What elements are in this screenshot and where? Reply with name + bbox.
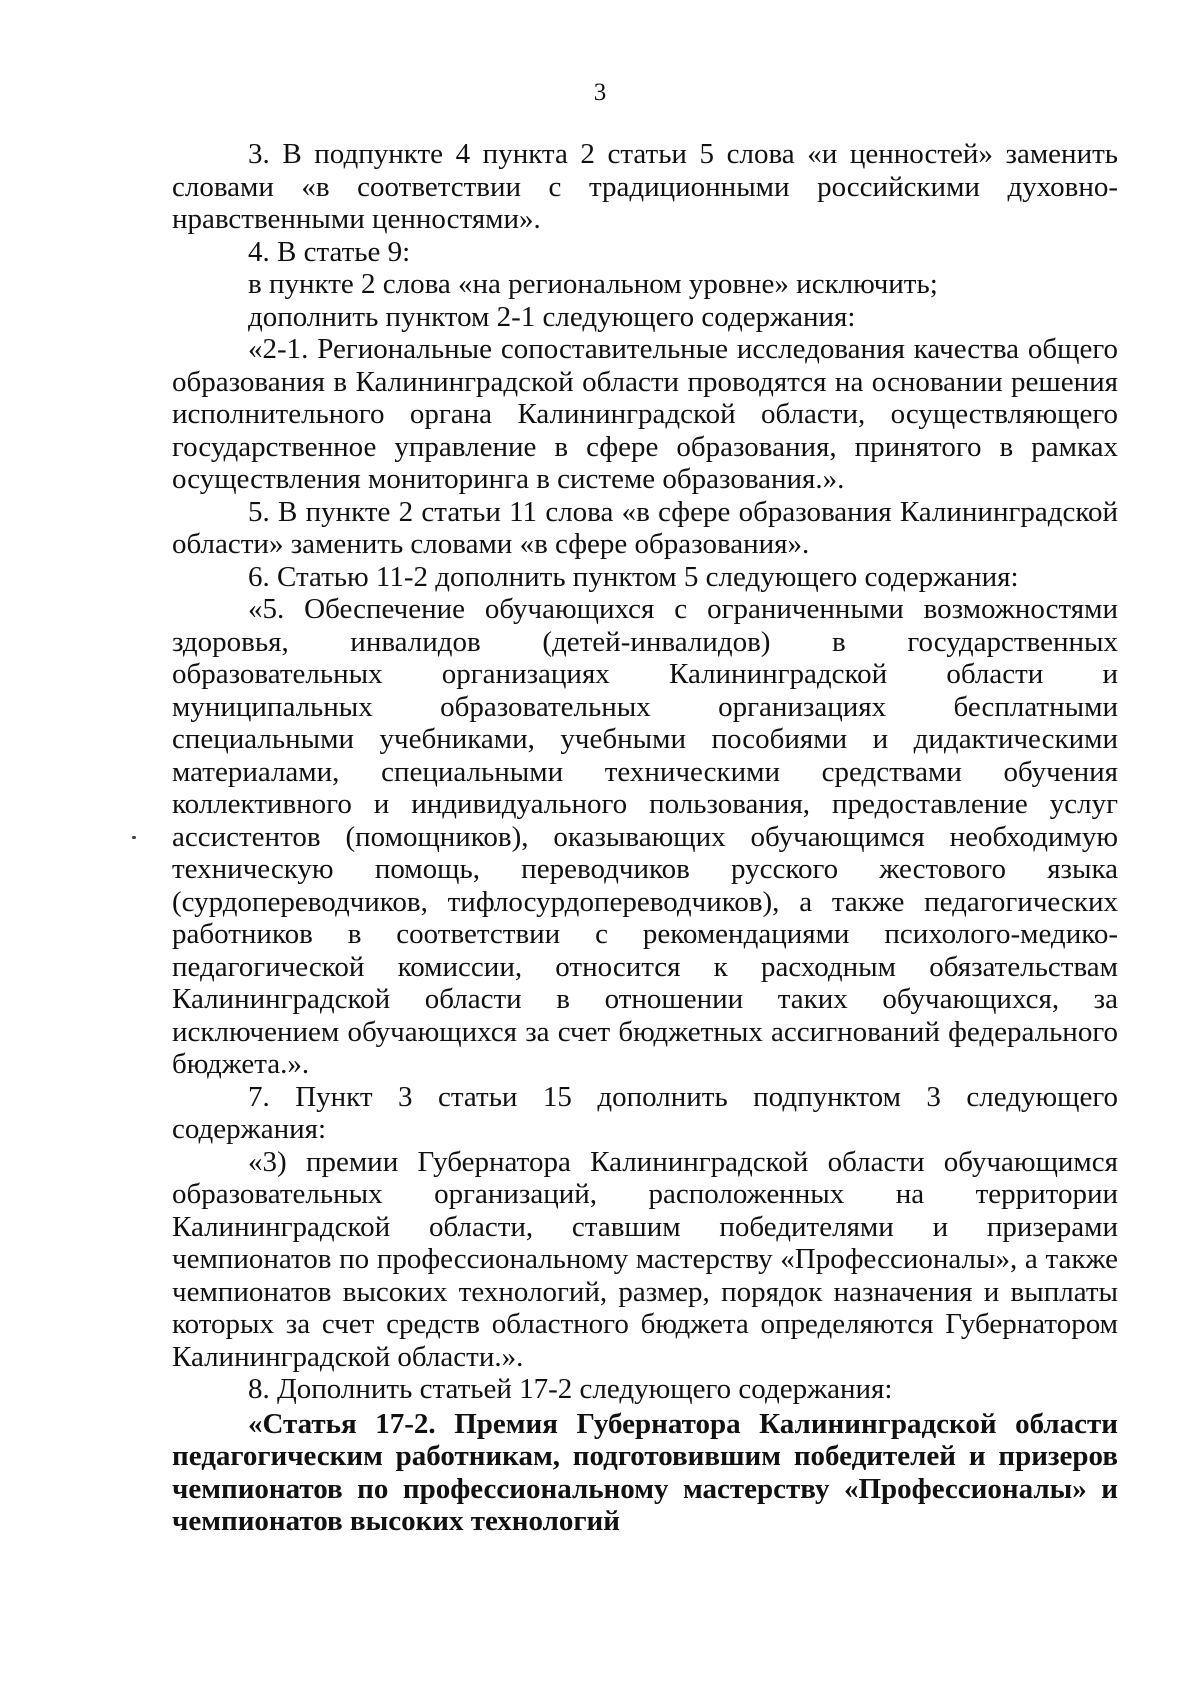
paragraph-item-3: 3. В подпункте 4 пункта 2 статьи 5 слова «и ценностей» заменить словами «в соответствии с традиционными российскими духовно-нравственными ценностями».	[172, 138, 1118, 235]
paragraph-item-4-sub-2: дополнить пунктом 2-1 следующего содержания:	[248, 300, 856, 333]
paragraph-item-4: 4. В статье 9:	[248, 235, 411, 268]
scan-speck	[132, 836, 136, 839]
paragraph-item-6: 6. Статью 11-2 дополнить пунктом 5 следующего содержания:	[248, 560, 1019, 593]
paragraph-quote-5: «5. Обеспечение обучающихся с ограниченными возможностями здоровья, инвалидов (детей-инвалидов) в государственных образовательных организациях Калининградской области и муниципальных образовательных организациях бесплатными специальными учебниками, учебными пособиями и дидактическими материалами, специальными техническими средствами обучения коллективного и индивидуального пользования, предоставление услуг ассистентов (помощников), оказывающих обучающимся необходимую техническую помощь, переводчиков русского жестового языка (сурдопереводчиков, тифлосурдопереводчиков), а также педагогических работников в соответствии с рекомендациями психолого-медико-педагогической комиссии, относится к расходным обязательствам Калининградской области в отношении таких обучающихся, за исключением обучающихся за счет бюджетных ассигнований федерального бюджета.».	[172, 593, 1118, 1080]
paragraph-item-8: 8. Дополнить статьей 17-2 следующего содержания:	[248, 1373, 893, 1405]
paragraph-item-4-sub-1: в пункте 2 слова «на региональном уровне» исключить;	[248, 268, 938, 300]
document-body	[172, 138, 1118, 1538]
paragraph-item-7: 7. Пункт 3 статьи 15 дополнить подпунктом 3 следующего содержания:	[172, 1080, 1118, 1145]
page-number: 3	[593, 79, 607, 106]
paragraph-item-5: 5. В пункте 2 статьи 11 слова «в сфере образования Калининградской области» заменить словами «в сфере образования».	[172, 495, 1118, 560]
paragraph-quote-2-1: «2-1. Региональные сопоставительные исследования качества общего образования в Калининградской области проводятся на основании решения исполнительного органа Калининградской области, осуществляющего государственное управление в сфере образования, принятого в рамках осуществления мониторинга в системе образования.».	[172, 333, 1118, 495]
paragraph-quote-3: «3) премии Губернатора Калининградской области обучающимся образовательных организаций, расположенных на территории Калининградской области, ставшим победителями и призерами чемпионатов по профессиональному мастерству «Профессионалы», а также чемпионатов высоких технологий, размер, порядок назначения и выплаты которых за счет средств областного бюджета определяются Губернатором Калининградской области.».	[172, 1145, 1118, 1373]
article-heading: «Статья 17-2. Премия Губернатора Калининградской области педагогическим работникам, подготовившим победителей и призеров чемпионатов по профессиональному мастерству «Профессионалы» и чемпионатов высоких технологий	[172, 1407, 1118, 1537]
